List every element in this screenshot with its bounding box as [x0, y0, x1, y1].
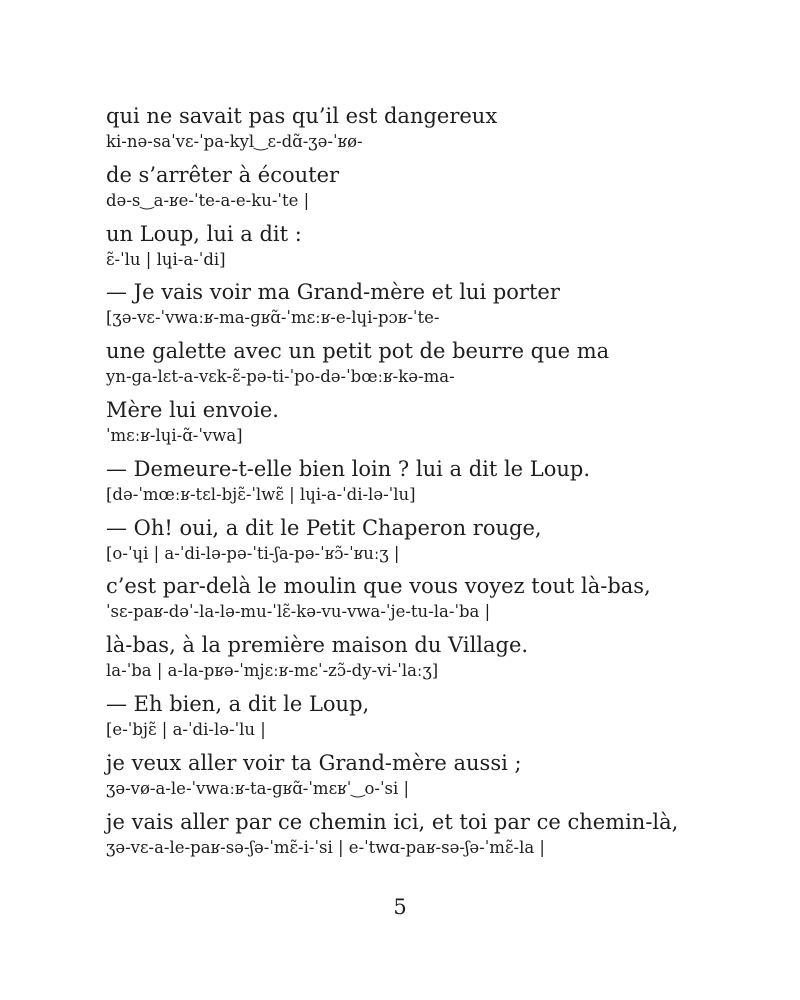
- verse-line: [106, 572, 766, 631]
- phonetic-transcription: la-ˈba | a-la-pʁə-ˈmjɛːʁ-mɛˈ-zɔ̃-dy-vi-ˈlaːʒ]: [106, 661, 439, 681]
- verse-line: [106, 102, 766, 161]
- verse-line: [106, 808, 766, 867]
- french-text: là-bas, à la première maison du Village.: [106, 633, 529, 658]
- phonetic-transcription: ki-nə-saˈvɛ-ˈpa-kyl‿ɛ-dɑ̃-ʒə-ˈʁø-: [106, 132, 363, 151]
- french-text: de s’arrêter à écouter: [106, 162, 340, 187]
- french-text: — Oh! oui, a dit le Petit Chaperon rouge,: [106, 515, 542, 540]
- phonetic-transcription: [e-ˈbjɛ̃ | a-ˈdi-lə-ˈlu |: [106, 719, 266, 739]
- phonetic-transcription: yn-ɡa-lɛt-a-vɛk-ɛ̃-pə-ti-ˈpo-də-ˈbœːʁ-kə-ma-: [106, 367, 455, 387]
- verse-line: [106, 514, 766, 573]
- french-text: — Demeure-t-elle bien loin ? lui a dit le Loup.: [106, 456, 591, 481]
- phonetic-transcription: [ʒə-vɛ-ˈvwaːʁ-ma-ɡʁɑ̃-ˈmɛːʁ-e-lɥi-pɔʁ-ˈte-: [106, 308, 440, 328]
- french-text: je vais aller par ce chemin ici, et toi par ce chemin-là,: [106, 809, 679, 834]
- phonetic-transcription: ʒə-vɛ-a-le-paʁ-sə-ʃə-ˈmɛ̃-i-ˈsi | e-ˈtwɑ-paʁ-sə-ʃə-ˈmɛ̃-la |: [106, 837, 545, 857]
- verse-line: [106, 631, 766, 690]
- phonetic-transcription: ʒə-vø-a-le-ˈvwaːʁ-ta-ɡʁɑ̃-ˈmɛʁˈ‿o-ˈsi |: [106, 778, 410, 798]
- french-text: — Eh bien, a dit le Loup,: [106, 691, 370, 716]
- phonetic-transcription: [o-ˈɥi | a-ˈdi-lə-pə-ˈti-ʃa-pə-ˈʁɔ̃-ˈʁuːʒ |: [106, 543, 400, 563]
- phonetic-transcription: də-s‿a-ʁe-ˈte-a-e-ku-ˈte |: [106, 190, 310, 210]
- phonetic-transcription: ˈsɛ-paʁ-dəˈ-la-lə-mu-ˈlɛ̃-kə-vu-vwa-ˈje-tu-la-ˈba |: [106, 602, 491, 622]
- french-text: un Loup, lui a dit :: [106, 221, 302, 246]
- french-text: une galette avec un petit pot de beurre que ma: [106, 339, 610, 364]
- french-text: — Je vais voir ma Grand-mère et lui porter: [106, 280, 560, 305]
- phonetic-transcription: ɛ̃-ˈlu | lɥi-a-ˈdi]: [106, 249, 226, 269]
- verse-line: [106, 161, 766, 220]
- verse-line: [106, 749, 766, 808]
- verse-line: [106, 337, 766, 396]
- verse-list: [106, 102, 766, 866]
- french-text: c’est par-delà le moulin que vous voyez tout là-bas,: [106, 574, 651, 599]
- french-text: je veux aller voir ta Grand-mère aussi ;: [106, 750, 522, 775]
- french-text: Mère lui envoie.: [106, 397, 279, 422]
- verse-line: [106, 396, 766, 455]
- verse-line: [106, 220, 766, 279]
- phonetic-transcription: ˈmɛːʁ-lɥi-ɑ̃-ˈvwa]: [106, 425, 243, 445]
- verse-line: [106, 455, 766, 514]
- phonetic-transcription: [də-ˈmœːʁ-tɛl-bjɛ̃-ˈlwɛ̃ | lɥi-a-ˈdi-lə-ˈlu]: [106, 484, 416, 504]
- french-text: qui ne savait pas qu’il est dangereux: [106, 104, 498, 128]
- page-number: 5: [393, 895, 407, 919]
- verse-line: [106, 278, 766, 337]
- verse-line: [106, 690, 766, 749]
